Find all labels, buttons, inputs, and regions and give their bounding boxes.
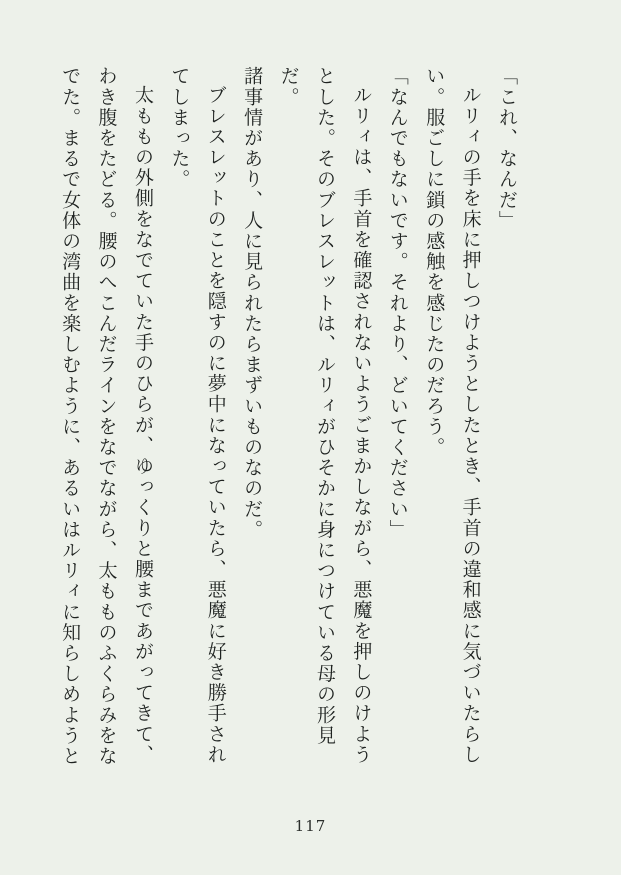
text-line: てしまった。 [168,66,191,190]
vertical-text-block [52,66,525,778]
text-line: でた。まるで女体の湾曲を楽しむように、あるいはルリィに知らしめようと [59,66,82,767]
text-line: ブレスレットのことを隠すのに夢中になっていたら、悪魔に好き勝手され [204,85,227,765]
page-number: 117 [294,817,327,835]
text-line: 「なんでもないです。それより、どいてください」 [386,66,409,540]
text-line: 「これ、なんだ」 [496,66,518,231]
text-line: わき腹をたどる。腰のへこんだラインをなでながら、太もものふくらみをな [95,66,118,767]
text-line: 太ももの外側をなでていた手のひらが、ゆっくりと腰まであがってきて、 [131,85,154,765]
text-line: ルリィの手を床に押しつけようとしたとき、手首の違和感に気づいたらし [459,85,482,765]
text-line: とした。そのブレスレットは、ルリィがひそかに身につけている母の形見だ。 [277,66,336,746]
text-line: い。服ごしに鎖の感触を感じたのだろう。 [423,66,446,458]
text-line: 諸事情があり、人に見られたらまずいものなのだ。 [241,66,264,540]
text-line: ルリィは、手首を確認されないようごまかしながら、悪魔を押しのけよう [350,85,373,765]
